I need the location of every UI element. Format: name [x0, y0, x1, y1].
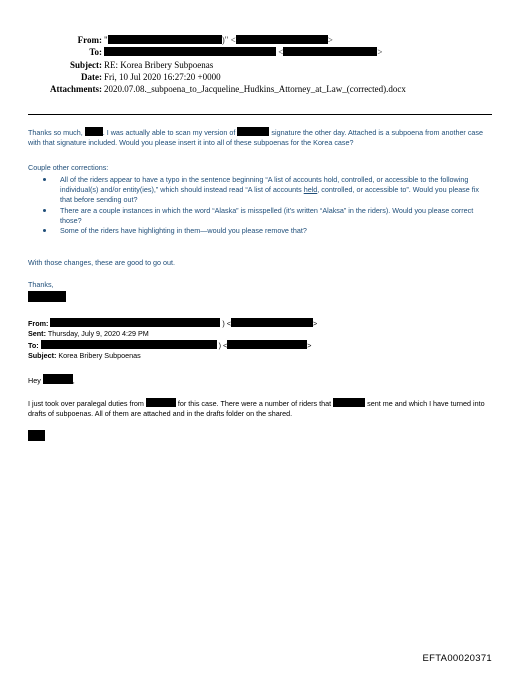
header-attachments-row — [0, 83, 512, 95]
redacted-signature — [28, 291, 66, 302]
body-text: sent me and which I have turned into drafts of subpoenas. All of them are attached and in the drafts folder on the shared. — [28, 399, 485, 419]
original-subject-value: Korea Bribery Subpoenas — [58, 351, 141, 360]
greeting-end: , — [72, 376, 75, 385]
redaction-block — [231, 318, 313, 327]
from-label: From: — [77, 35, 102, 45]
original-from-separator: ) < — [222, 319, 231, 328]
original-from-row — [28, 318, 317, 329]
original-sent-row — [28, 329, 149, 339]
redaction-block — [43, 374, 73, 384]
original-from-label: From: — [28, 319, 49, 328]
greeting-text: Hey — [28, 376, 41, 385]
attachment-filename[interactable]: 2020.07.08._subpoena_to_Jacqueline_Hudkins_Attorney_at_Law_(corrected).docx — [104, 84, 406, 95]
header-date-row — [0, 71, 512, 83]
original-from-end: > — [312, 319, 318, 328]
to-end: > — [377, 47, 383, 58]
original-to-row — [28, 340, 311, 351]
bullet-icon — [43, 209, 46, 212]
original-body — [28, 398, 490, 419]
from-separator: )" < — [221, 35, 236, 45]
redaction-block — [41, 340, 217, 349]
date-label: Date: — [81, 71, 102, 82]
reply-text: . I was actually able to scan my version of — [102, 128, 236, 137]
bullet-icon — [43, 178, 46, 181]
to-value — [104, 46, 382, 58]
list-item — [40, 206, 486, 226]
original-sent-label: Sent: — [28, 329, 46, 338]
original-to-separator: ) < — [218, 341, 228, 350]
header-from-row — [0, 34, 512, 46]
body-text: for this case. There were a number of riders that — [177, 399, 332, 408]
list-item — [40, 226, 486, 236]
redaction-block — [104, 47, 276, 56]
subject-label: Subject: — [70, 59, 102, 70]
email-header — [0, 34, 512, 95]
redaction-block — [227, 340, 307, 349]
redaction-block — [108, 35, 222, 44]
reply-text: Thanks so much, — [28, 128, 83, 137]
original-subject-row — [28, 351, 141, 361]
from-value — [104, 34, 333, 46]
reply-thanks: Thanks, — [28, 280, 54, 289]
corrections-list — [40, 175, 486, 236]
redaction-block — [146, 398, 176, 407]
redaction-block — [333, 398, 365, 407]
bullet-text: Some of the riders have highlighting in them—would you please remove that? — [60, 226, 307, 236]
reply-paragraph-1 — [28, 127, 490, 148]
bullet-text: All of the riders appear to have a typo in the sentence beginning “A list of accounts hold, controlled, or accessible to the following individual(s) and/or entity(ies),” which should instead read “A list of accounts — [60, 175, 469, 195]
redaction-block — [50, 318, 220, 327]
from-quote: " — [104, 35, 108, 45]
reply-text: signature the other day. Attached is a subpoena from another case with that signature included. Would you please insert it into all of these subpoenas for the Korea case? — [28, 128, 484, 148]
bullet-text: There are a couple instances in which the word “Alaska” is misspelled (it’s written “Alaksa” in the riders). Would you please correct those? — [60, 205, 474, 225]
to-label: To: — [89, 47, 102, 58]
document-id: EFTA00020371 — [422, 653, 492, 664]
corrections-intro: Couple other corrections: — [28, 163, 109, 172]
header-to-row — [0, 46, 512, 58]
original-to-label: To: — [28, 341, 39, 350]
original-to-end: > — [307, 341, 312, 350]
redacted-signature — [28, 430, 45, 441]
attachments-label: Attachments: — [50, 84, 102, 95]
original-greeting — [28, 374, 75, 386]
original-subject-label: Subject: — [28, 351, 57, 360]
subject-value: RE: Korea Bribery Subpoenas — [104, 59, 214, 70]
from-end: > — [327, 35, 333, 45]
redaction-block — [236, 35, 328, 44]
bullet-icon — [43, 229, 46, 232]
header-divider — [28, 114, 492, 115]
redaction-block — [85, 127, 103, 136]
bullet-text: , controlled, or accessible to”. Would you please fix that before sending out? — [60, 185, 479, 205]
header-subject-row — [0, 59, 512, 71]
underlined-word: held — [303, 185, 318, 195]
to-separator: < — [278, 47, 284, 58]
body-text: I just took over paralegal duties from — [28, 399, 144, 408]
list-item — [40, 175, 486, 206]
date-value: Fri, 10 Jul 2020 16:27:20 +0000 — [104, 71, 221, 82]
original-sent-value: Thursday, July 9, 2020 4:29 PM — [47, 329, 149, 338]
redaction-block — [283, 47, 377, 56]
redaction-block — [237, 127, 269, 136]
reply-closing: With those changes, these are good to go out. — [28, 258, 176, 267]
